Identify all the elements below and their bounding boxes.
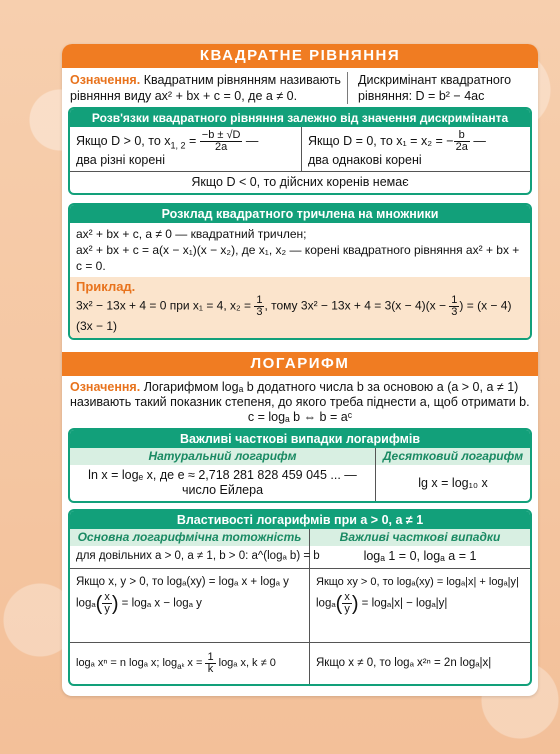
power-rule-fraction	[205, 652, 215, 675]
quotient-den: y	[104, 603, 110, 615]
double-root-den: 2a	[455, 141, 468, 153]
power-rule-sub: aᵏ	[177, 662, 185, 672]
roots-fraction-den: 2a	[214, 141, 228, 153]
quadratic-definition	[70, 72, 348, 104]
special-logs-box	[68, 428, 532, 503]
zero-discriminant-case	[302, 127, 530, 171]
zero-case-prefix: Якщо D = 0, то x₁ = x₂ = −	[308, 133, 454, 148]
paren-open: (	[95, 592, 103, 615]
example-fraction-1	[254, 295, 264, 318]
natural-log-head: Натуральний логарифм	[70, 448, 376, 465]
abs-product-rule: Якщо xy > 0, то logₐ(xy) = logₐ|x| + logₐ|y|	[316, 576, 519, 588]
positive-case-prefix: Якщо D > 0, то x	[76, 133, 171, 148]
abs-quotient-fraction	[342, 592, 352, 615]
positive-case-suffix: —	[242, 133, 259, 148]
factoring-box	[68, 203, 532, 340]
abs-paren-close: )	[351, 592, 359, 615]
trinomial-definition: ax² + bx + c, a ≠ 0 — квадратний тричлен;	[76, 227, 307, 241]
example-label: Приклад.	[76, 279, 136, 294]
definition-text: Квадратним рівнянням називають рівняння виду ax² + bx + c = 0, де a ≠ 0.	[70, 73, 341, 103]
decimal-log-head: Десятковий логарифм	[376, 448, 530, 465]
special-cases-head: Важливі часткові випадки	[310, 529, 530, 546]
reference-card	[62, 44, 538, 696]
quotient-fraction	[102, 592, 112, 615]
quotient-rule-prefix: logₐ	[76, 597, 96, 610]
example-part1: 3x² − 13x + 4 = 0 при x₁ = 4, x₂ =	[76, 298, 255, 313]
logarithm-section-title: ЛОГАРИФМ	[62, 352, 538, 376]
even-power-rule: Якщо x ≠ 0, то logₐ x²ⁿ = 2n logₐ|x|	[316, 657, 492, 669]
example-fraction-1-num: 1	[256, 294, 263, 306]
quadratic-section-title: КВАДРАТНЕ РІВНЯННЯ	[62, 44, 538, 68]
example-fraction-2-den: 3	[451, 306, 458, 318]
special-logs-title: Важливі часткові випадки логарифмів	[70, 430, 530, 448]
abs-quotient-num: x	[344, 591, 350, 603]
identity-formula: для довільних a > 0, a ≠ 1, b > 0: a^(logₐ b) = b	[70, 546, 310, 568]
product-quotient-rule	[70, 569, 310, 642]
factoring-formula: ax² + bx + c = a(x − x₁)(x − x₂), де x₁, x₂ — корені квадратного рівняння ax² + bx + c = 0.	[76, 243, 520, 273]
euler-number-note: число Ейлера	[181, 483, 264, 497]
paren-close: )	[111, 592, 119, 615]
example-fraction-1-den: 3	[256, 306, 263, 318]
power-rule-mid: x =	[184, 657, 206, 669]
double-root-num: b	[454, 130, 470, 142]
roots-fraction	[200, 130, 243, 153]
power-rule	[70, 643, 310, 684]
natural-log-cell	[70, 465, 376, 501]
solutions-title: Розв'язки квадратного рівняння залежно від значення дискримінанта	[70, 109, 530, 127]
quadratic-intro	[62, 68, 538, 107]
quotient-num: x	[104, 591, 110, 603]
discriminant-definition: Дискримінант квадратного рівняння: D = b² − 4ac	[358, 73, 512, 103]
power-rule-prefix: logₐ xⁿ = n logₐ x; log	[76, 657, 178, 669]
log-properties-title: Властивості логарифмів при a > 0, a ≠ 1	[70, 511, 530, 529]
decimal-log-formula: lg x = log₁₀ x	[418, 476, 488, 490]
special-cases-formula: logₐ 1 = 0, logₐ a = 1	[363, 549, 477, 563]
abs-quotient-prefix: logₐ	[316, 597, 336, 610]
product-rule: Якщо x, y > 0, то logₐ(xy) = logₐ x + logₐ y	[76, 576, 289, 588]
factoring-title: Розклад квадратного тричлена на множники	[70, 205, 530, 223]
power-rule-den: k	[207, 662, 214, 675]
abs-product-quotient-rule	[310, 569, 530, 642]
example-part2: , тому 3x² − 13x + 4 = 3(x − 4)(x −	[264, 298, 450, 313]
abs-paren-open: (	[335, 592, 343, 615]
zero-case-suffix: —	[469, 133, 486, 148]
log-definition-text: Логарифмом logₐ b додатного числа b за основою a (a > 0, a ≠ 1) називають такий показник степеня, до якого треба піднести a, щоб отримати b.	[70, 380, 530, 409]
definition-label: Означення.	[70, 73, 141, 87]
positive-case-note: два різні корені	[76, 153, 165, 168]
double-root-fraction	[454, 130, 470, 153]
negative-discriminant-case: Якщо D < 0, то дійсних коренів немає	[70, 171, 530, 193]
factoring-body	[70, 223, 530, 277]
example-part3: ) = (x − 4)(3x − 1)	[76, 298, 512, 333]
abs-quotient-suffix: = logₐ|x| − logₐ|y|	[358, 597, 448, 610]
logarithm-definition	[62, 376, 538, 428]
quotient-rule-suffix: = logₐ x − logₐ y	[118, 597, 202, 610]
abs-quotient-den: y	[344, 603, 350, 615]
zero-case-note: два однакові корені	[308, 153, 422, 167]
example-fraction-2	[449, 295, 459, 318]
log-properties-box	[68, 509, 532, 686]
log-definition-label: Означення.	[70, 380, 141, 394]
power-rule-suffix: logₐ x, k ≠ 0	[215, 657, 276, 669]
example-fraction-2-num: 1	[451, 294, 458, 306]
roots-fraction-num: −b ± √D	[201, 129, 241, 141]
positive-case-sub: 1, 2	[170, 140, 186, 151]
positive-discriminant-case	[70, 127, 302, 171]
power-rule-num: 1	[207, 650, 214, 663]
identity-head: Основна логарифмічна тотожність	[70, 529, 310, 546]
log-definition-formula: c = logₐ b ⇔ b = aᶜ	[247, 410, 353, 424]
positive-case-eq: =	[185, 133, 200, 148]
factoring-example	[70, 277, 530, 338]
natural-log-formula: ln x = logₑ x, де e ≈ 2,718 281 828 459 045 ... —	[88, 468, 357, 482]
solutions-box	[68, 107, 532, 195]
